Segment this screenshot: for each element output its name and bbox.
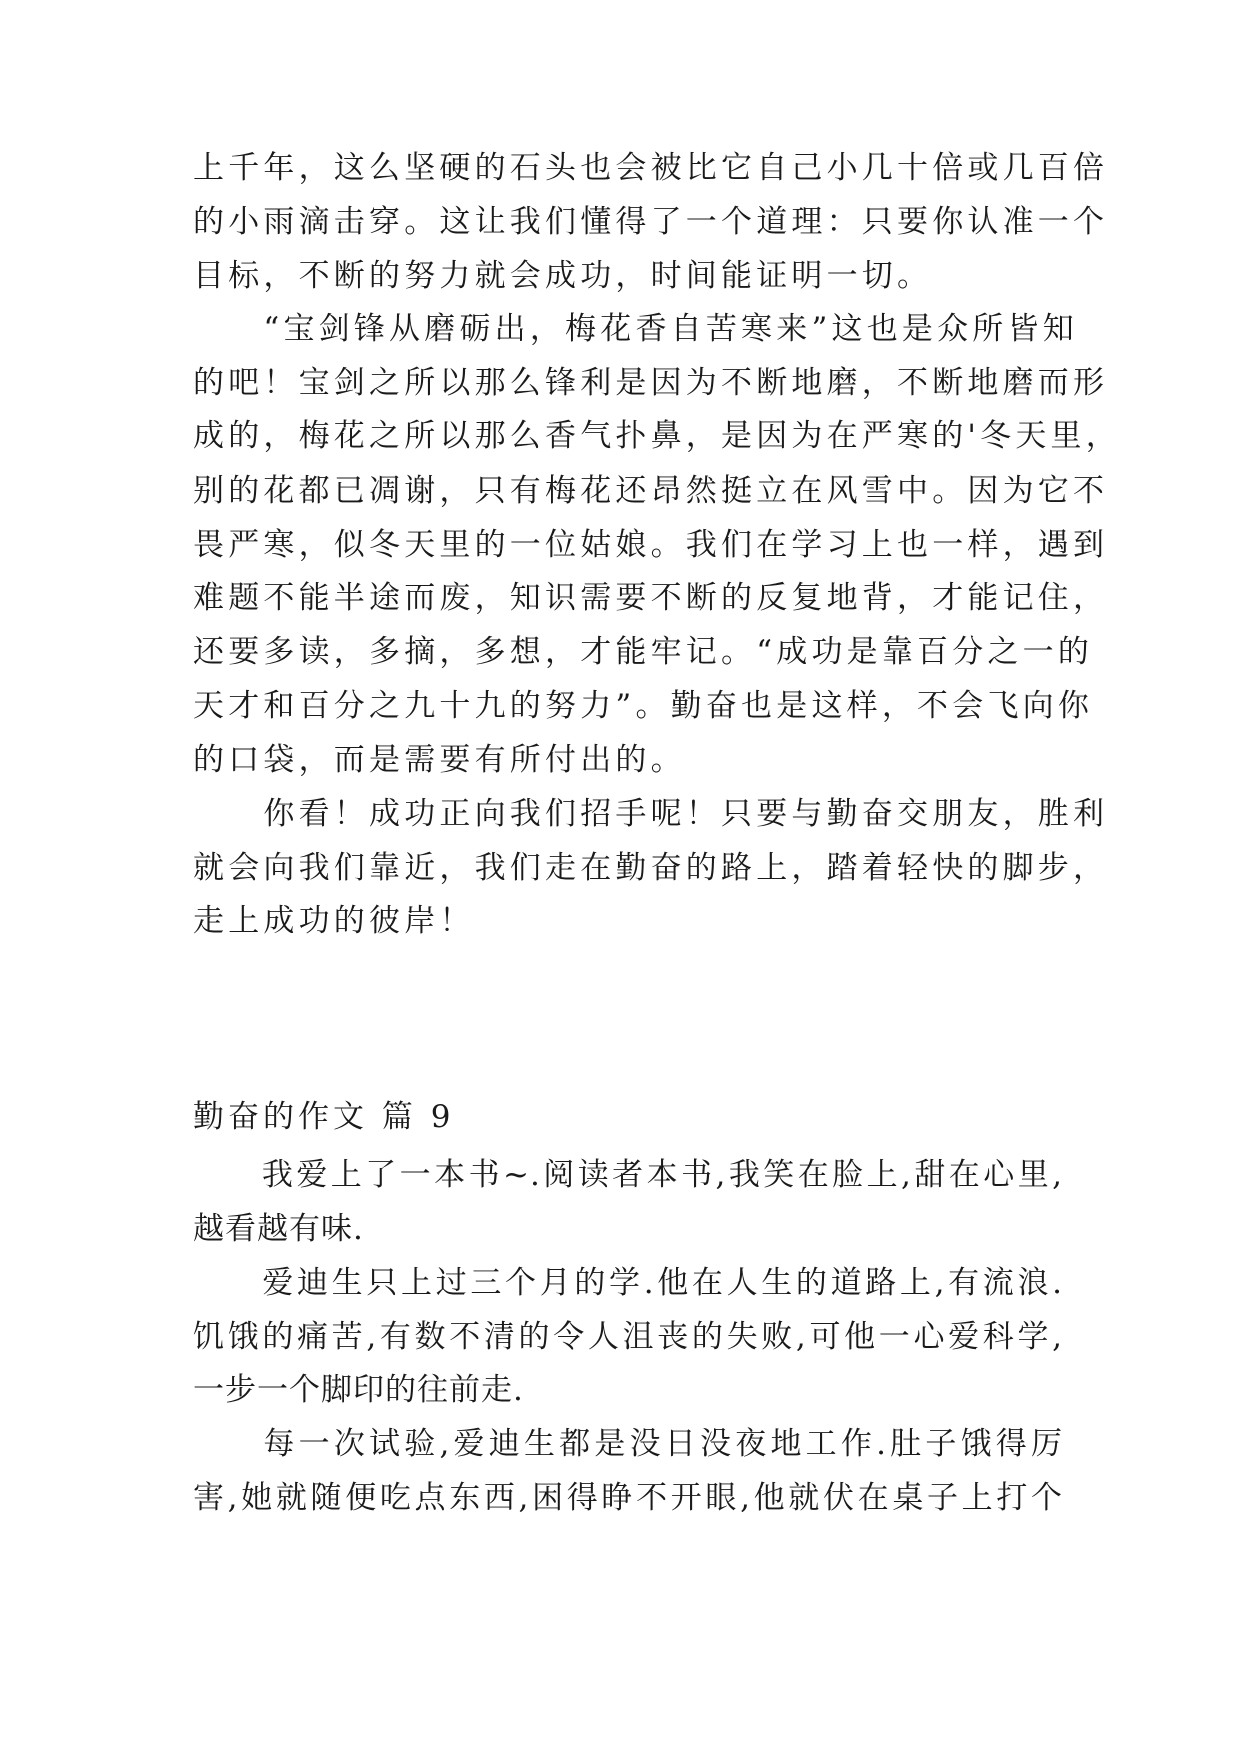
text-line: 畏严寒，似冬天里的一位姑娘。我们在学习上也一样，遇到 <box>193 527 1109 563</box>
text-line: 一步一个脚印的往前走. <box>193 1372 524 1408</box>
text-line: “宝剑锋从磨砺出，梅花香自苦寒来”这也是众所皆知 <box>193 311 1078 347</box>
text-line: 成的，梅花之所以那么香气扑鼻，是因为在严寒的'冬天里， <box>193 418 1121 454</box>
text-line: 越看越有味. <box>193 1211 364 1247</box>
text-line: 我爱上了一本书~.阅读者本书,我笑在脸上,甜在心里, <box>193 1157 1063 1193</box>
text-line: 上千年，这么坚硬的石头也会被比它自己小几十倍或几百倍 <box>193 150 1109 186</box>
text-line: 别的花都已凋谢，只有梅花还昂然挺立在风雪中。因为它不 <box>193 473 1109 509</box>
text-line: 你看！成功正向我们招手呢！只要与勤奋交朋友，胜利 <box>193 796 1109 832</box>
text-line: 爱迪生只上过三个月的学.他在人生的道路上,有流浪. <box>193 1265 1063 1301</box>
text-line: 的小雨滴击穿。这让我们懂得了一个道理：只要你认准一个 <box>193 204 1109 240</box>
text-line: 的口袋，而是需要有所付出的。 <box>193 742 686 778</box>
text-line: 的吧！宝剑之所以那么锋利是因为不断地磨，不断地磨而形 <box>193 365 1109 401</box>
text-line: 目标，不断的努力就会成功，时间能证明一切。 <box>193 258 933 294</box>
text-line: 还要多读，多摘，多想，才能牢记。“成功是靠百分之一的 <box>193 634 1094 670</box>
text-line: 饥饿的痛苦,有数不清的令人沮丧的失败,可他一心爱科学, <box>193 1319 1063 1355</box>
section-heading: 勤奋的作文 篇 9 <box>193 1099 455 1135</box>
text-line: 走上成功的彼岸！ <box>193 903 475 939</box>
text-line: 害,她就随便吃点东西,困得睁不开眼,他就伏在桌子上打个 <box>193 1480 1063 1516</box>
text-line: 就会向我们靠近，我们走在勤奋的路上，踏着轻快的脚步， <box>193 850 1109 886</box>
text-line: 难题不能半途而废，知识需要不断的反复地背，才能记住， <box>193 580 1109 616</box>
text-line: 天才和百分之九十九的努力”。勤奋也是这样，不会飞向你 <box>193 688 1094 724</box>
text-line: 每一次试验,爱迪生都是没日没夜地工作.肚子饿得厉 <box>193 1426 1063 1462</box>
